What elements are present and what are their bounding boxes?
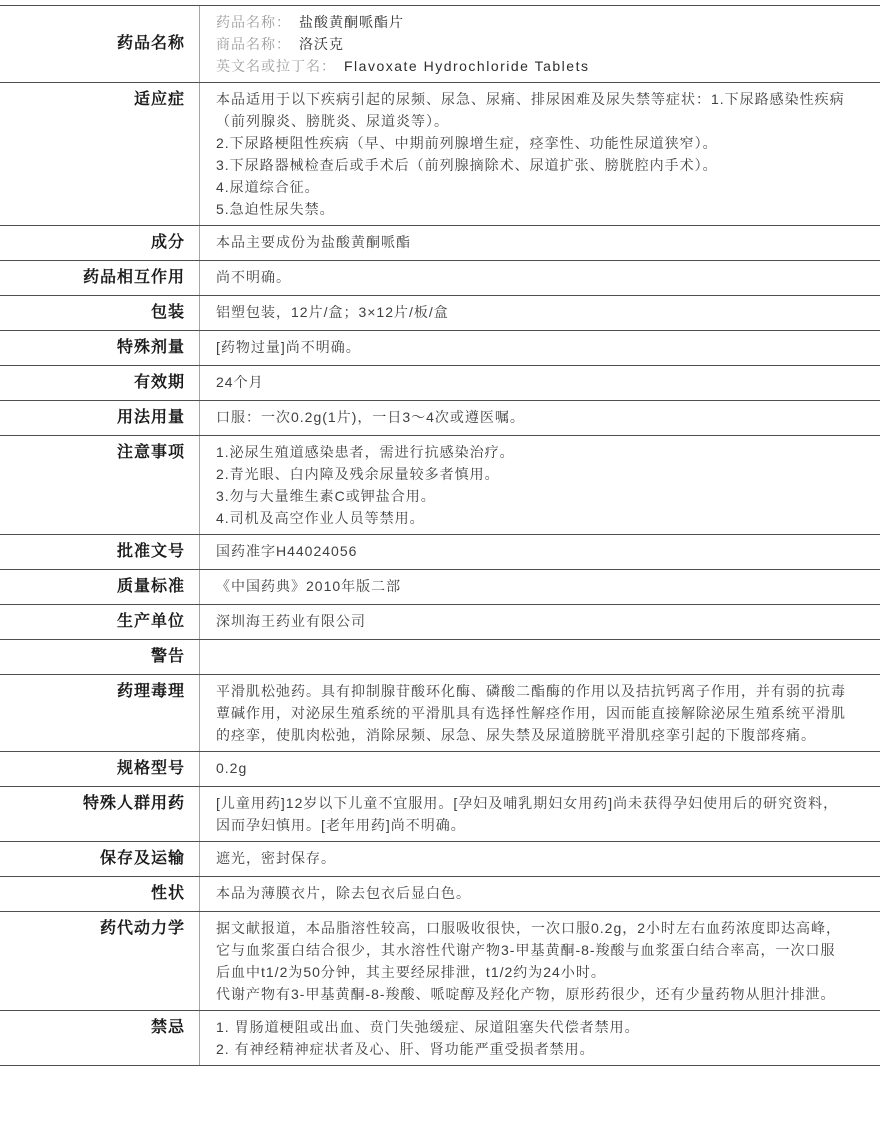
row-label: 包装 <box>0 296 200 330</box>
row-content <box>200 640 880 674</box>
paragraph: 据文献报道，本品脂溶性较高，口服吸收很快，一次口服0.2g，2小时左右血药浓度即达高峰，它与血浆蛋白结合很少，其水溶性代谢产物3-甲基黄酮-8-羧酸与血浆蛋白结合率高，一次口服后血中t1/2为50分钟，其主要经尿排泄，t1/2约为24小时。 <box>216 920 842 980</box>
row-warning <box>0 640 880 675</box>
row-content <box>200 331 880 365</box>
row-content <box>200 842 880 876</box>
row-label: 药品相互作用 <box>0 261 200 295</box>
row-dosage-administration <box>0 401 880 436</box>
field-line <box>216 33 850 55</box>
field-line <box>216 11 850 33</box>
row-storage-transport <box>0 842 880 877</box>
paragraph: [儿童用药]12岁以下儿童不宜服用。[孕妇及哺乳期妇女用药]尚未获得孕妇使用后的研究资料，因而孕妇慎用。[老年用药]尚不明确。 <box>216 795 839 833</box>
paragraph: 2.青光眼、白内障及残余尿量较多者慎用。 <box>216 466 500 482</box>
row-label: 批准文号 <box>0 535 200 569</box>
row-content <box>200 605 880 639</box>
paragraph: 本品为薄膜衣片，除去包衣后显白色。 <box>216 885 471 901</box>
row-content <box>200 401 880 435</box>
field-key: 商品名称： <box>216 36 291 52</box>
row-content <box>200 877 880 911</box>
paragraph: 3.勿与大量维生素C或钾盐合用。 <box>216 488 436 504</box>
paragraph: 5.急迫性尿失禁。 <box>216 201 335 217</box>
row-label: 药理毒理 <box>0 675 200 751</box>
paragraph: 代谢产物有3-甲基黄酮-8-羧酸、哌啶醇及羟化产物，原形药很少，还有少量药物从胆汁排泄。 <box>216 986 836 1002</box>
paragraph: 1. 胃肠道梗阻或出血、贲门失弛缓症、尿道阻塞失代偿者禁用。 <box>216 1019 640 1035</box>
paragraph: 口服：一次0.2g(1片)，一日3～4次或遵医嘱。 <box>216 409 525 425</box>
row-contraindications <box>0 1011 880 1066</box>
row-label: 用法用量 <box>0 401 200 435</box>
row-specification <box>0 752 880 787</box>
paragraph: 本品适用于以下疾病引起的尿频、尿急、尿痛、排尿困难及尿失禁等症状：1.下尿路感染性疾病（前列腺炎、膀胱炎、尿道炎等）。 <box>216 91 845 129</box>
row-precautions <box>0 436 880 535</box>
row-pharmacokinetics <box>0 912 880 1011</box>
row-content <box>200 1011 880 1065</box>
row-special-populations <box>0 787 880 842</box>
row-label: 保存及运输 <box>0 842 200 876</box>
row-content <box>200 436 880 534</box>
paragraph: 4.司机及高空作业人员等禁用。 <box>216 510 425 526</box>
row-content <box>200 570 880 604</box>
row-label: 警告 <box>0 640 200 674</box>
field-value: Flavoxate Hydrochloride Tablets <box>344 58 590 74</box>
row-label: 适应症 <box>0 83 200 225</box>
row-content <box>200 366 880 400</box>
field-value: 盐酸黄酮哌酯片 <box>299 14 404 30</box>
row-label: 质量标准 <box>0 570 200 604</box>
row-label: 生产单位 <box>0 605 200 639</box>
row-ingredients <box>0 226 880 261</box>
field-value: 洛沃克 <box>299 36 344 52</box>
field-line <box>216 55 850 77</box>
paragraph: 《中国药典》2010年版二部 <box>216 578 402 594</box>
paragraph: 本品主要成份为盐酸黄酮哌酯 <box>216 234 411 250</box>
drug-info-table <box>0 5 880 1066</box>
row-special-dosage <box>0 331 880 366</box>
row-pharmacology-toxicology <box>0 675 880 752</box>
row-label: 有效期 <box>0 366 200 400</box>
row-content <box>200 787 880 841</box>
row-label: 药代动力学 <box>0 912 200 1010</box>
field-key: 英文名或拉丁名： <box>216 58 336 74</box>
row-content <box>200 535 880 569</box>
row-content <box>200 6 880 82</box>
row-drug-name <box>0 6 880 83</box>
row-content <box>200 226 880 260</box>
row-label: 特殊剂量 <box>0 331 200 365</box>
row-packaging <box>0 296 880 331</box>
row-content <box>200 912 880 1010</box>
row-label: 性状 <box>0 877 200 911</box>
row-content <box>200 261 880 295</box>
paragraph: 4.尿道综合征。 <box>216 179 320 195</box>
row-manufacturer <box>0 605 880 640</box>
field-key: 药品名称： <box>216 14 291 30</box>
row-content <box>200 83 880 225</box>
row-label: 禁忌 <box>0 1011 200 1065</box>
paragraph: 平滑肌松弛药。具有抑制腺苷酸环化酶、磷酸二酯酶的作用以及拮抗钙离子作用，并有弱的抗毒蕈碱作用，对泌尿生殖系统的平滑肌具有选择性解痉作用，因而能直接解除泌尿生殖系统平滑肌的痉挛，使肌肉松弛，消除尿频、尿急、尿失禁及尿道膀胱平滑肌痉挛引起的下腹部疼痛。 <box>216 683 846 743</box>
row-drug-interactions <box>0 261 880 296</box>
row-indications <box>0 83 880 226</box>
row-label: 药品名称 <box>0 6 200 82</box>
paragraph: 铝塑包装，12片/盒；3×12片/板/盒 <box>216 304 449 320</box>
row-content <box>200 675 880 751</box>
paragraph: 深圳海王药业有限公司 <box>216 613 366 629</box>
row-content <box>200 296 880 330</box>
paragraph: 尚不明确。 <box>216 269 291 285</box>
paragraph: 24个月 <box>216 374 264 390</box>
paragraph: [药物过量]尚不明确。 <box>216 339 361 355</box>
row-content <box>200 752 880 786</box>
paragraph: 2. 有神经精神症状者及心、肝、肾功能严重受损者禁用。 <box>216 1041 595 1057</box>
row-label: 特殊人群用药 <box>0 787 200 841</box>
row-label: 规格型号 <box>0 752 200 786</box>
paragraph: 0.2g <box>216 760 248 776</box>
paragraph: 国药准字H44024056 <box>216 543 358 559</box>
row-quality-standard <box>0 570 880 605</box>
paragraph: 1.泌尿生殖道感染患者，需进行抗感染治疗。 <box>216 444 515 460</box>
row-label: 注意事项 <box>0 436 200 534</box>
row-description <box>0 877 880 912</box>
row-label: 成分 <box>0 226 200 260</box>
row-approval-number <box>0 535 880 570</box>
paragraph: 3.下尿路器械检查后或手术后（前列腺摘除术、尿道扩张、膀胱腔内手术）。 <box>216 157 718 173</box>
paragraph: 遮光，密封保存。 <box>216 850 336 866</box>
paragraph: 2.下尿路梗阻性疾病（早、中期前列腺增生症，痉挛性、功能性尿道狭窄）。 <box>216 135 718 151</box>
row-shelf-life <box>0 366 880 401</box>
